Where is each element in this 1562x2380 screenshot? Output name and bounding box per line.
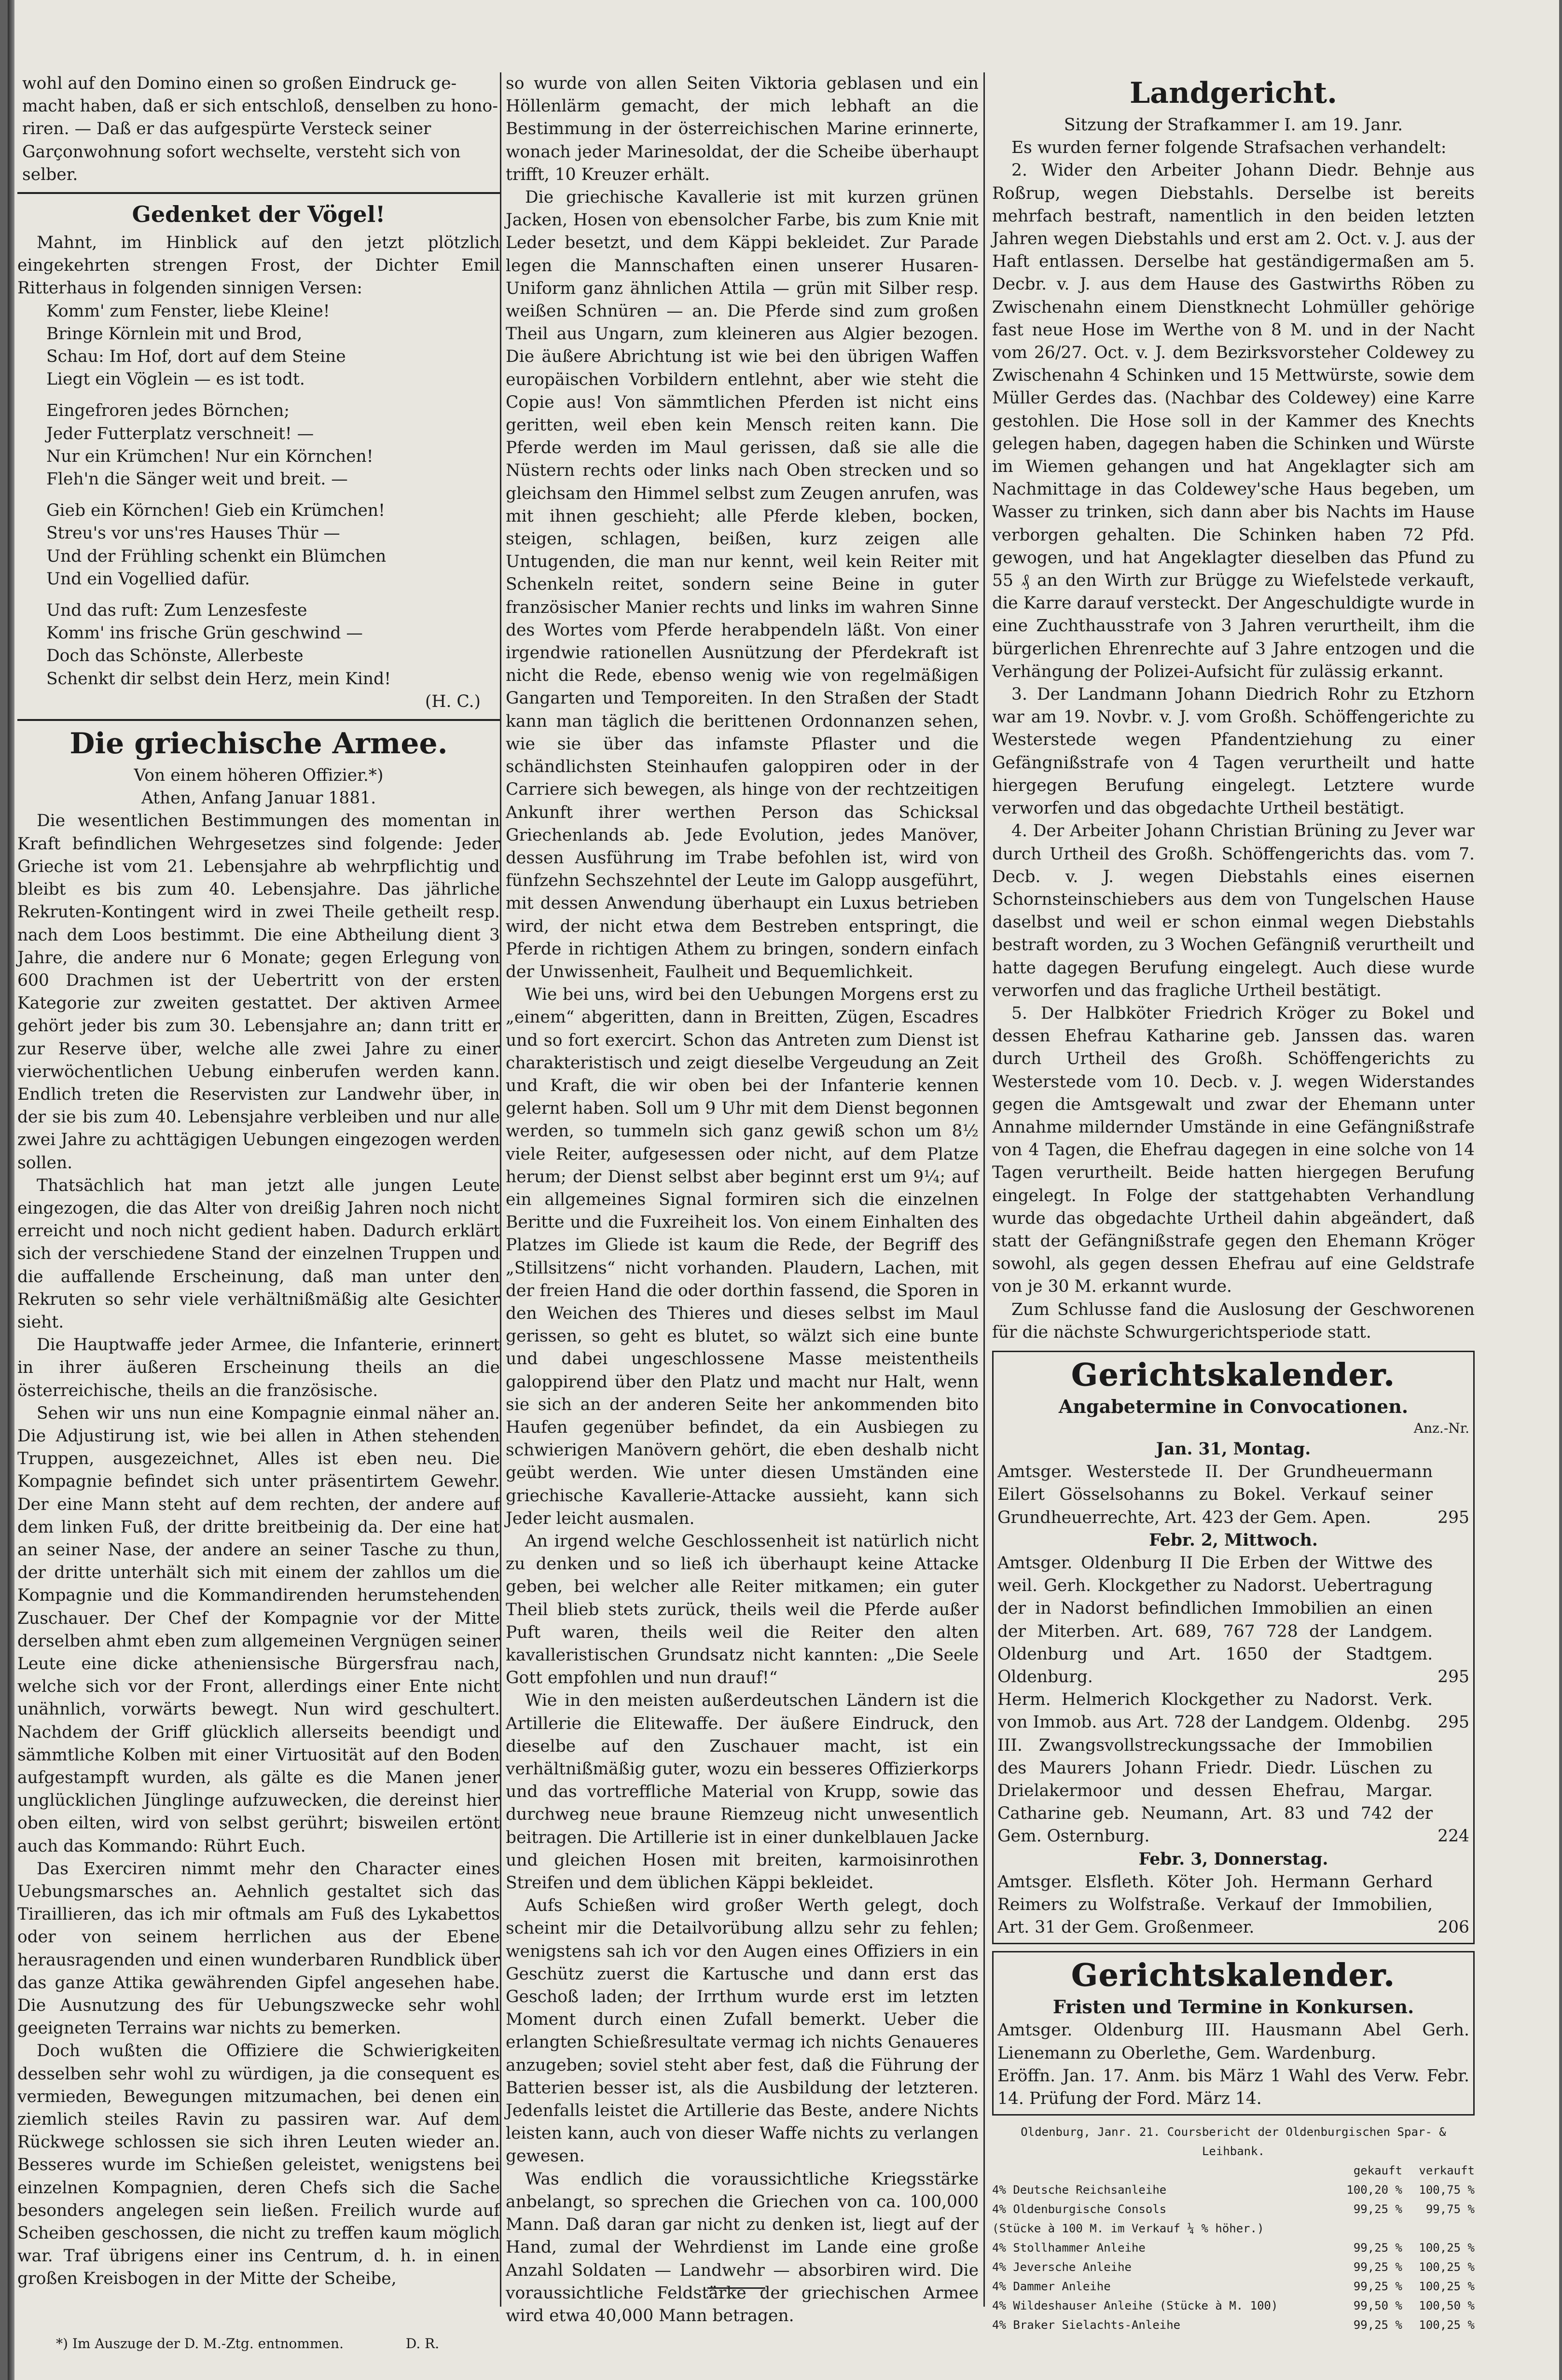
article-paragraph: An irgend welche Geschlossenheit ist natürlich nicht zu denken und so ließ ich überhaupt keine Attacke geben, bei welcher alle Reiter mitkamen; ein guter Theil blieb stets zurück, theils weil die Pferde außer Puft waren, theils weil die Reiter den alten kavalleristischen Grundsatz nicht kannten: „Die Seele Gott empfohlen und nun drauf!“ xyxy=(506,1532,979,1688)
calendar-entry: Febr. 2, Mittwoch. Amtsger. Oldenburg II Die Erben der Wittwe des weil. Gerh. Klockgether zu Nadorst. Uebertragung der in Nadorst befindlichen Immobilien an einen der Miterben. Art. 689, 767 728 der Landgem. Oldenburg und Art. 1650 der Stadtgem. Oldenburg. 295 xyxy=(997,1530,1469,1687)
price-row: 4% Jeversche Anleihe 99,25 % 100,25 % xyxy=(992,2260,1475,2274)
column-1 xyxy=(17,72,500,2291)
price-col-buy: gekauft xyxy=(1353,2164,1402,2178)
divider xyxy=(17,719,500,721)
article-paragraph: Die wesentlichen Bestimmungen des momentan in Kraft befindlichen Wehrgesetzes sind folgende: Jeder Grieche ist vom 21. Lebensjahre ab wehrpflichtig und bleibt es bis zum 40. Lebensjahre. Das jährliche Rekruten-Kontingent wird in zwei Theile getheilt resp. nach dem Loos bestimmt. Die eine Abtheilung dient 3 Jahre, die andere nur 6 Monate; gegen Erlegung von 600 Drachmen ist der Uebertritt von der ersten Kategorie zur zweiten gestattet. Der aktiven Armee gehört jeder bis zum 30. Lebensjahre an; dann tritt er zur Reserve über, welche alle zwei Jahre zu einer vierwöchentlichen Uebung einberufen werden kann. Endlich treten die Reservisten zur Landwehr über, in der sie bis zum 40. Lebensjahre verbleiben und nur alle zwei Jahre zu achttägigen Uebungen eingezogen werden sollen. xyxy=(17,811,500,1173)
article-dateline: Athen, Anfang Januar 1881. xyxy=(141,789,376,808)
price-col-sell: verkauft xyxy=(1419,2164,1475,2178)
column-3 xyxy=(992,72,1475,2335)
article-paragraph: so wurde von allen Seiten Viktoria geblasen und ein Höllenlärm gemacht, der mich lebhaft an die Bestimmung in der österreichischen Marine erinnerte, wonach jeder Marinesoldat, der die Scheibe überhaupt trifft, 10 Kreuzer erhält. xyxy=(506,74,979,184)
price-row: 4% Oldenburgische Consols 99,25 % 99,75 % xyxy=(992,2202,1475,2216)
divider xyxy=(17,192,500,194)
price-row: 4% Deutsche Reichsanleihe 100,20 % 100,75 % xyxy=(992,2183,1475,2197)
column-rule-1 xyxy=(500,72,501,2307)
end-rule xyxy=(707,2287,765,2289)
court-intro: Es wurden ferner folgende Strafsachen verhandelt: xyxy=(1011,138,1447,158)
intro-text: wohl auf den Domino einen so großen Eindruck ge- macht haben, daß er sich entschloß, denselben zu hono- riren. — Daß er das aufgespürte Versteck seiner Garçonwohnung sofort wechselte, versteht sich von selber. xyxy=(22,74,498,184)
article-paragraph: Aufs Schießen wird großer Werth gelegt, doch scheint mir die Detailvorübung allzu sehr zu fehlen; wenigstens sah ich vor den Augen eines Offiziers in ein Geschütz zuerst die Kartusche und dann erst das Geschoß laden; der Irrthum wurde erst im letzten Moment durch einen Zufall bemerkt. Ueber die erlangten Schießresultate vermag ich nichts Genaueres anzugeben; soviel steht aber fest, daß die Führung der Batterien besser ist, als die Ausbildung der letzteren. Jedenfalls leistet die Artillerie das Beste, andere Nichts leisten kann, auch von dieser Waffe nichts zu verlangen gewesen. xyxy=(506,1896,979,2166)
article-paragraph: Thatsächlich hat man jetzt alle jungen Leute eingezogen, die das Alter von dreißig Jahren noch nicht erreicht und noch nicht gedient haben. Dadurch erklärt sich der verschiedene Stand der einzelnen Truppen und die auffallende Erscheinung, daß man unter den Rekruten so sehr viele verhältnißmäßig alte Gesichter sieht. xyxy=(17,1176,500,1332)
court-case: 4. Der Arbeiter Johann Christian Brüning zu Jever war durch Urtheil des Großh. Schöffengerichts das. vom 7. Decb. v. J. wegen Diebstahls eines eisernen Schornsteinschiebers aus dem von Tungelschen Hause daselbst und weil er schon einmal wegen Diebstahls bestraft worden, zu 3 Wochen Gefängniß verurtheilt und hatte dagegen Berufung eingelegt. Auch diese wurde verworfen und das fragliche Urtheil bestätigt. xyxy=(992,821,1475,1000)
calendar-entry: Eröffn. Jan. 17. Anm. bis März 1 Wahl des Verw. Febr. 14. Prüfung der Ford. März 14. xyxy=(997,2066,1469,2109)
column-rule-2 xyxy=(983,72,985,2307)
left-binding-edge xyxy=(8,0,14,2380)
calendar-entry: Jan. 31, Montag. Amtsger. Westerstede II. Der Grundheuermann Eilert Gösselsohanns zu Bokel. Verkauf seiner Grundheuerrechte, Art. 423 der Gem. Apen. 295 xyxy=(997,1439,1469,1527)
article-paragraph: Wie bei uns, wird bei den Uebungen Morgens erst zu „einem“ abgeritten, dann in Breitten, Zügen, Escadres und so fort exercirt. Schon das Antreten zum Dienst ist charakteristisch und zeigt dieselbe Vergeudung an Zeit und Kraft, die wir oben bei der Infanterie kennen gelernt haben. Soll um 9 Uhr mit dem Dienst begonnen werden, so tummeln sich ganz gewiß schon um 8½ viele Reiter, aufgesessen oder nicht, auf dem Platze herum; der Dienst selbst aber beginnt erst um 9¼; auf ein allgemeines Signal formiren sich die einzelnen Beritte und die Fuxreiheit los. Von einem Einhalten des Platzes im Gliede ist kaum die Rede, der Begriff des „Stillsitzens“ nicht vorhanden. Plaudern, Lachen, mit der freien Hand die oder dorthin fassend, die Sporen in den Weichen des Thieres und dieses selbst im Maul gerissen, so geht es blutet, so wälzt sich eine bunte und dabei ungeschlossene Masse meistentheils galoppirend über den Platz und macht nur Halt, wenn sie sich an der anderen Seite her ankommenden bito Haufen gegenüber befindet, da ein Ausbiegen zu schwierigen Manövern gehört, die eben deshalb nicht geübt werden. Wie unter diesen Umständen eine griechische Kavallerie-Attacke aussieht, kann sich Jeder leicht ausmalen. xyxy=(506,985,979,1528)
article-title: Die griechische Armee. xyxy=(69,727,448,761)
price-row: (Stücke à 100 M. im Verkauf ¼ % höher.) xyxy=(992,2222,1264,2236)
court-calendar-1 xyxy=(992,1351,1475,1944)
price-row: 4% Stollhammer Anleihe 99,25 % 100,25 % xyxy=(992,2241,1475,2255)
poem: Komm' zum Fenster, liebe Kleine! Bringe Körnlein mit und Brod, Schau: Im Hof, dort auf dem Steine Liegt ein Vöglein — es ist todt. Eingefroren jedes Börnchen; Jeder Futterplatz verschneit! — Nur ein Krümchen! Nur ein Körnchen! Fleh'n die Sänger weit und breit. — Gieb ein Körnchen! Gieb ein Krümchen! Streu's vor uns'res Hauses Thür — Und der Frühling schenkt ein Blümchen Und ein Vogellied dafür. Und das ruft: Zum Lenzesfeste Komm' ins frische Grün geschwind — Doch das Schönste, Allerbeste Schenkt dir selbst dein Herz, mein Kind! xyxy=(46,301,391,689)
court-case: 5. Der Halbköter Friedrich Kröger zu Bokel und dessen Ehefrau Katharine geb. Janssen das. waren durch Urtheil des Großh. Schöffengerichts zu Westerstede vom 10. Decb. v. J. wegen Widerstandes gegen die Amtsgewalt und zwar der Ehemann unter Annahme mildernder Umstände in eine Gefängnißstrafe von 4 Tagen, die Ehefrau dagegen in eine solche von 14 Tagen verurtheilt. Beide hatten hiergegen Berufung eingelegt. In Folge der stattgehabten Verhandlung wurde das obgedachte Urtheil dahin abgeändert, daß statt der Gefängnißstrafe gegen den Ehemann Kröger sowohl, als gegen dessen Ehefrau auf eine Geldstrafe von je 30 M. erkannt wurde. xyxy=(992,1003,1475,1297)
calendar-entry: Herm. Helmerich Klockgether zu Nadorst. Verk. von Immob. aus Art. 728 der Landgem. Oldenbg. 295 xyxy=(997,1690,1469,1732)
calendar-entry: III. Zwangsvollstreckungssache der Immobilien des Maurers Johann Friedr. Diedr. Lüschen zu Drielakermoor und dessen Ehefrau, Margar. Catharine geb. Neumann, Art. 83 und 742 der Gem. Osternburg. 224 xyxy=(997,1735,1469,1846)
calendar-entry: Amtsger. Oldenburg III. Hausmann Abel Gerh. Lienemann zu Oberlethe, Gem. Wardenburg. xyxy=(997,2020,1469,2063)
court-calendar-2 xyxy=(992,1951,1475,2116)
poem-signature: (H. C.) xyxy=(425,692,481,711)
poem-title: Gedenket der Vögel! xyxy=(132,201,386,228)
price-row: 4% Braker Sielachts-Anleihe 99,25 % 100,25 % xyxy=(992,2318,1475,2332)
article-subtitle: Von einem höheren Offizier.*) xyxy=(134,766,384,786)
footnote: *) Im Auszuge der D. M.-Ztg. entnommen. D. R. xyxy=(56,2336,440,2352)
calendar-subtitle: Fristen und Termine in Konkursen. xyxy=(1052,1996,1414,2018)
article-paragraph: Wie in den meisten außerdeutschen Ländern ist die Artillerie die Elitewaffe. Der äußere Eindruck, den dieselbe auf den Zuschauer macht, ist ein verhältnißmäßig guter, wozu ein besseres Offizierkorps und das vortreffliche Material von Krupp, sowie das durchweg neue braune Riemzeug nicht unwesentlich beitragen. Die Artillerie ist in einer dunkelblauen Jacke und gleichen Hosen mit breiten, karmoisinrothen Streifen und dem üblichen Käppi bekleidet. xyxy=(506,1691,979,1893)
calendar-title: Gerichtskalender. xyxy=(1071,1356,1396,1393)
article-paragraph: Doch wußten die Offiziere die Schwierigkeiten desselben sehr wohl zu würdigen, ja die consequent es vermieden, Bewegungen mitzumachen, bei denen ein ziemlich steiles Ravin zu passiren war. Auf dem Rückwege schlossen sie sich ihren Leuten wieder an. Besseres wurde im Schießen geleistet, wenigstens bei einzelnen Kompagnien, deren Chefs sich die Sache besonders angelegen sein ließen. Freilich wurde auf Scheiben geschossen, die nicht zu treffen kaum möglich war. Traf übrigens einer ins Centrum, d. h. in einen großen Kreisbogen in der Mitte der Scheibe, xyxy=(17,2041,500,2289)
calendar-anz-label: Anz.-Nr. xyxy=(1413,1420,1469,1436)
court-session: Sitzung der Strafkammer I. am 19. Janr. xyxy=(1064,115,1403,135)
article-paragraph: Was endlich die voraussichtliche Kriegsstärke anbelangt, so sprechen die Griechen von ca. 100,000 Mann. Daß daran gar nicht zu denken ist, liegt auf der Hand, zumal der Wehrdienst im Lande eine große Anzahl Soldaten — Landwehr — absorbiren wird. Die voraussichtliche Feldstärke der griechischen Armee wird etwa 40,000 Mann betragen. xyxy=(506,2169,979,2325)
poem-intro: Mahnt, im Hinblick auf den jetzt plötzlich eingekehrten strengen Frost, der Dichter Emil Ritterhaus in folgenden sinnigen Versen: xyxy=(17,233,500,298)
article-paragraph: Die Hauptwaffe jeder Armee, die Infanterie, erinnert in ihrer äußeren Erscheinung theils an die österreichische, theils an die französische. xyxy=(17,1335,500,1400)
newspaper-page xyxy=(8,0,1559,2380)
court-case: 2. Wider den Arbeiter Johann Diedr. Behnje aus Roßrup, wegen Diebstahls. Derselbe ist bereits mehrfach bestraft, namentlich in den beiden letzten Jahren wegen Diebstahls und erst am 2. Oct. v. J. aus der Haft entlassen. Derselbe hat geständigermaßen am 5. Decbr. v. J. aus dem Hause des Gastwirths Röben zu Zwischenahn einem Dienstknecht Lohmüller gehörige fast neue Hose im Werthe von 8 M. und in der Nacht vom 26/27. Oct. v. J. dem Bezirksvorsteher Coldewey zu Zwischenahn 4 Schinken und 15 Mettwürste, sowie dem Müller Gerdes das. (Nachbar des Coldewey) eine Karre gestohlen. Die Hose soll in der Kammer des Knechts gelegen haben, dagegen haben die Schinken und Würste im Wiemen gehangen und hat Angeklagter sich am Nachmittage in das Coldewey'sche Haus begeben, um Wasser zu trinken, sich dann aber bis Nachts im Hause verborgen gehalten. Die Schinken haben 72 Pfd. gewogen, und hat Angeklagter dieselben das Pfund zu 55 ₰ an den Wirth zur Brügge zu Wiefelstede verkauft, die Karre darauf versteckt. Der Angeschuldigte wurde in eine Zuchthausstrafe von 3 Jahren verurtheilt, ihm die bürgerlichen Ehrenrechte auf 3 Jahre entzogen und die Verhängung der Polizei-Aufsicht für zulässig erkannt. xyxy=(992,161,1475,681)
price-row: 4% Dammer Anleihe 99,25 % 100,25 % xyxy=(992,2280,1475,2294)
calendar-subtitle: Angabetermine in Convocationen. xyxy=(1058,1395,1409,1417)
article-paragraph: Sehen wir uns nun eine Kompagnie einmal näher an. Die Adjustirung ist, wie bei allen in Athen stehenden Truppen, ausgezeichnet, Alles ist eben neu. Die Kompagnie befindet sich unter präsentirtem Gewehr. Der eine Mann steht auf dem rechten, der andere auf dem linken Fuß, der dritte breitbeinig da. Der eine hat an seiner Nase, der andere an seiner Tasche zu thun, der dritte unterhält sich mit einem der zahllos um die Kompagnie und die Kommandirenden herumstehenden Zuschauer. Der Chef der Kompagnie vor der Mitte derselben ahmt eben zum allgemeinen Vergnügen seiner Leute eine dicke atheniensische Bürgersfrau nach, welche sich vor der Front, allerdings einer Ente nicht unähnlich, vorwärts bewegt. Nun wird geschultert. Nachdem der Griff glücklich allerseits beendigt und sämmtliche Kolben mit einer Virtuosität auf den Boden aufgestampft wurden, als gälte es die Manen jener unglücklichen Jünglinge aufzuwecken, die dereinst hier oben eilten, wird von selbst gerührt; bisweilen ertönt auch das Kommando: Rührt Euch. xyxy=(17,1403,500,1856)
column-2 xyxy=(506,72,979,2327)
calendar-title: Gerichtskalender. xyxy=(1071,1957,1396,1994)
article-paragraph: Das Exerciren nimmt mehr den Character eines Uebungsmarsches an. Aehnlich gestaltet sich das Tiraillieren, das ich mir oftmals am Fuß des Lykabettos oder von seinem herrlichen aus der Ebene herausragenden und einen wunderbaren Rundblick über das ganze Attika gewährenden Gipfel angesehen habe. Die Ausnutzung des für Uebungszwecke sehr wohl geeigneten Terrains war nichts zu bemerken. xyxy=(17,1859,500,2038)
price-row: 4% Wildeshauser Anleihe (Stücke à M. 100) 99,50 % 100,50 % xyxy=(992,2299,1475,2313)
price-report xyxy=(992,2122,1475,2335)
price-report-title: Oldenburg, Janr. 21. Coursbericht der Oldenburgischen Spar- & Leihbank. xyxy=(1021,2125,1446,2159)
court-case: Zum Schlusse fand die Auslosung der Geschworenen für die nächste Schwurgerichtsperiode statt. xyxy=(992,1300,1475,1342)
calendar-entry: Febr. 3, Donnerstag. Amtsger. Elsfleth. Köter Joh. Hermann Gerhard Reimers zu Wolfstraße. Verkauf der Immobilien, Art. 31 der Gem. Großenmeer. 206 xyxy=(997,1849,1469,1937)
court-case: 3. Der Landmann Johann Diedrich Rohr zu Etzhorn war am 19. Novbr. v. J. vom Großh. Schöffengerichte zu Westerstede wegen Pfandentziehung zu einer Gefängnißstrafe von 4 Tagen verurtheilt und hatte hiergegen Berufung eingelegt. Letztere wurde verworfen und das obgedachte Urtheil bestätigt. xyxy=(992,685,1475,818)
court-title: Landgericht. xyxy=(1130,76,1337,110)
article-paragraph: Die griechische Kavallerie ist mit kurzen grünen Jacken, Hosen von ebensolcher Farbe, bis zum Knie mit Leder besetzt, und dem Käppi bekleidet. Zur Parade legen die Mannschaften einen unserer Husaren-Uniform ganz ähnlichen Attila — grün mit Silber resp. weißen Schnüren — an. Die Pferde sind zum großen Theil aus Ungarn, zum kleineren aus Algier bezogen. Die äußere Abrichtung ist wie bei den übrigen Waffen europäischen Vorbildern entlehnt, aber wie steht die Copie aus! Von sämmtlichen Pferden ist nicht eins geritten, weil eben kein Mensch reiten kann. Die Pferde werden im Maul gerissen, daß sie alle die Nüstern rechts oder links nach Oben strecken und so gleichsam den Himmel selbst zum Zeugen anrufen, was mit ihnen geschieht; alle Pferde kleben, bocken, steigen, schlagen, beißen, kurz zeigen alle Untugenden, die man nur kennt, weil kein Reiter mit Schenkeln reitet, sondern seine Beine in guter französischer Manier rechts und links im wahren Sinne des Wortes vom Pferde herabpendeln läßt. Von einer irgendwie rationellen Ausnützung der Pferdekraft ist nicht die Rede, ebenso wenig wie von regelmäßigen Gangarten und Temporeiten. In den Straßen der Stadt kann man täglich die berittenen Ordonnanzen sehen, wie sie über das infamste Pflaster und die schändlichsten Steinhaufen galoppiren oder in der Carriere sich bewegen, als hinge von der rechtzeitigen Ankunft ihrer werthen Person das Schicksal Griechenlands ab. Jede Evolution, jedes Manöver, dessen Ausführung im Trabe befohlen ist, wird von fünfzehn Sechszehntel der Leute im Galopp ausgeführt, mit dessen Anwendung überhaupt ein Luxus betrieben wird, der nicht etwa dem Bestreben entspringt, die Pferde in richtigen Athem zu bringen, sondern einfach der Unwissenheit, Faulheit und Bequemlichkeit. xyxy=(506,188,979,982)
